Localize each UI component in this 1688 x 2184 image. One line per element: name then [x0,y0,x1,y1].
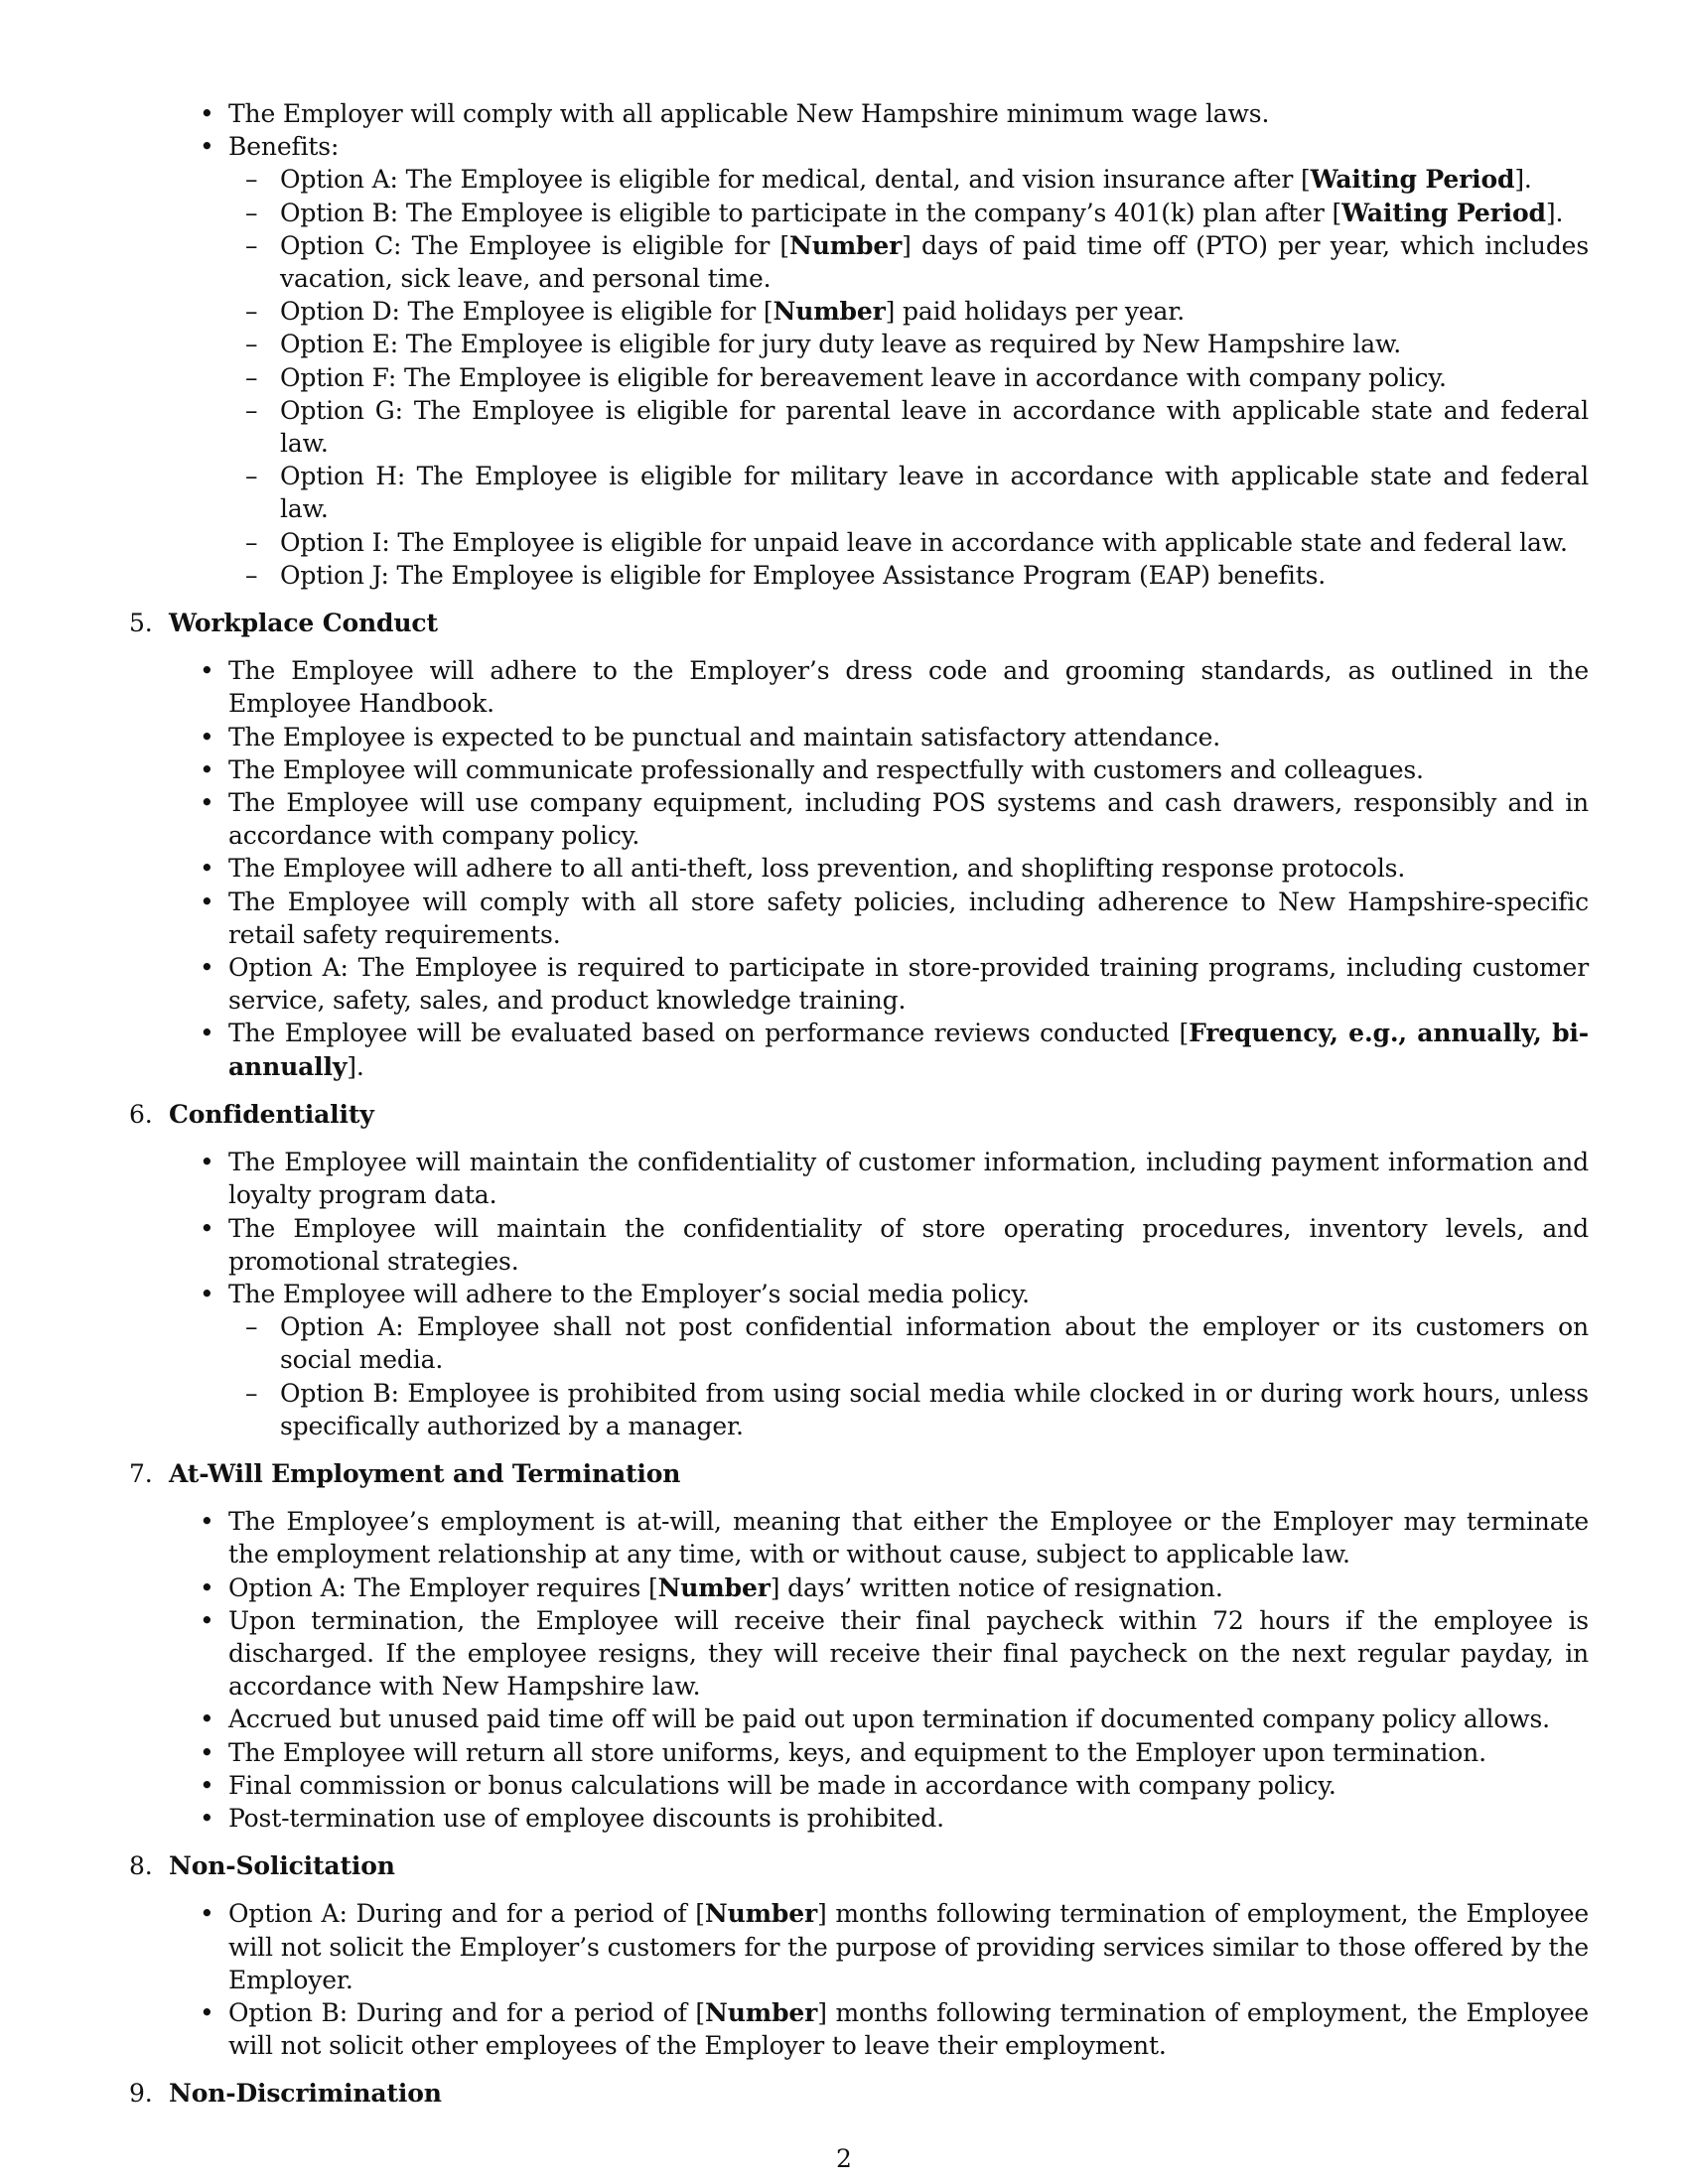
benefits-label: Benefits: [228,132,340,162]
section-title: Non-Discrimination [169,2079,442,2109]
list-item: – Option G: The Employee is eligible for parental leave in accordance with applicable state and federal law. [129,394,1589,460]
list-item: – Option I: The Employee is eligible for unpaid leave in accordance with applicable state and federal law. [129,526,1589,559]
list-item: • Post-termination use of employee discounts is prohibited. [129,1802,1589,1835]
list-item: – Option D: The Employee is eligible for [Number] paid holidays per year. [129,295,1589,328]
section-title: Workplace Conduct [169,609,438,638]
list-item: – Option E: The Employee is eligible for jury duty leave as required by New Hampshire law. [129,328,1589,360]
page-number: 2 [836,2144,852,2173]
non-solicitation-list [129,1897,1589,2062]
confidentiality-list [129,1146,1589,1442]
section-heading [129,607,1589,639]
list-item: • The Employee will comply with all store safety policies, including adherence to New Hampshire-specific retail safety requirements. [129,886,1589,951]
section-title: Non-Solicitation [169,1851,395,1881]
page-content [129,97,1589,2125]
list-item: • The Employee will communicate professionally and respectfully with customers and colleagues. [129,753,1589,786]
list-item: • The Employee will be evaluated based on performance reviews conducted [Frequency, e.g., annually, bi-annually]. [129,1017,1589,1082]
list-item: • The Employee will maintain the confidentiality of customer information, including payment information and loyalty program data. [129,1146,1589,1211]
social-media-options-list [129,1310,1589,1442]
section-heading [129,2077,1589,2110]
list-item: – Option A: Employee shall not post confidential information about the employer or its customers on social media. [129,1310,1589,1376]
list-item: – Option C: The Employee is eligible for [Number] days of paid time off (PTO) per year, which includes vacation, sick leave, and personal time. [129,229,1589,295]
list-item: • The Employee will return all store uniforms, keys, and equipment to the Employer upon termination. [129,1736,1589,1769]
list-item: – Option F: The Employee is eligible for bereavement leave in accordance with company policy. [129,361,1589,394]
section-heading [129,1457,1589,1490]
list-item: • The Employee will adhere to all anti-theft, loss prevention, and shoplifting response protocols. [129,852,1589,885]
list-item [129,130,1589,592]
social-media-policy-text: The Employee will adhere to the Employer’s social media policy. [228,1279,1030,1308]
list-item: – Option B: The Employee is eligible to participate in the company’s 401(k) plan after [Waiting Period]. [129,197,1589,229]
workplace-conduct-list [129,654,1589,1083]
benefit-options-list [129,163,1589,592]
termination-list [129,1505,1589,1835]
list-item: • Option A: The Employer requires [Number] days’ written notice of resignation. [129,1571,1589,1604]
section-number: 8. [129,1851,153,1881]
list-item: • The Employee is expected to be punctual and maintain satisfactory attendance. [129,721,1589,753]
list-item: • The Employee will use company equipment, including POS systems and cash drawers, responsibly and in accordance with company policy. [129,786,1589,852]
section-heading [129,1849,1589,1882]
list-item: – Option J: The Employee is eligible for Employee Assistance Program (EAP) benefits. [129,559,1589,592]
list-item: • Final commission or bonus calculations will be made in accordance with company policy. [129,1769,1589,1802]
list-item: – Option H: The Employee is eligible for military leave in accordance with applicable state and federal law. [129,460,1589,525]
wages-benefits-list [129,97,1589,592]
list-item: • The Employer will comply with all applicable New Hampshire minimum wage laws. [129,97,1589,130]
section-heading [129,1098,1589,1131]
list-item: • The Employee will adhere to the Employer’s dress code and grooming standards, as outlined in the Employee Handbook. [129,654,1589,720]
list-item [129,1278,1589,1442]
section-number: 7. [129,1458,153,1488]
list-item: • Upon termination, the Employee will receive their final paycheck within 72 hours if the employee is discharged. If the employee resigns, they will receive their final paycheck on the next regular payday, in accordance with New Hampshire law. [129,1604,1589,1704]
section-number: 5. [129,609,153,638]
list-item: – Option A: The Employee is eligible for medical, dental, and vision insurance after [Waiting Period]. [129,163,1589,196]
section-number: 6. [129,1099,153,1129]
section-number: 9. [129,2079,153,2109]
list-item: • Accrued but unused paid time off will be paid out upon termination if documented company policy allows. [129,1703,1589,1735]
section-title: At-Will Employment and Termination [169,1458,681,1488]
list-item: • Option A: The Employee is required to participate in store-provided training programs, including customer service, safety, sales, and product knowledge training. [129,951,1589,1017]
list-item: • Option B: During and for a period of [Number] months following termination of employment, the Employee will not solicit other employees of the Employer to leave their employment. [129,1996,1589,2062]
list-item: • The Employee will maintain the confidentiality of store operating procedures, inventory levels, and promotional strategies. [129,1212,1589,1278]
list-item: • Option A: During and for a period of [Number] months following termination of employment, the Employee will not solicit the Employer’s customers for the purpose of providing services similar to those offered by the Employer. [129,1897,1589,1996]
list-item: • The Employee’s employment is at-will, meaning that either the Employee or the Employer may terminate the employment relationship at any time, with or without cause, subject to applicable law. [129,1505,1589,1570]
list-item: – Option B: Employee is prohibited from using social media while clocked in or during work hours, unless specifically authorized by a manager. [129,1377,1589,1442]
section-title: Confidentiality [169,1099,374,1129]
